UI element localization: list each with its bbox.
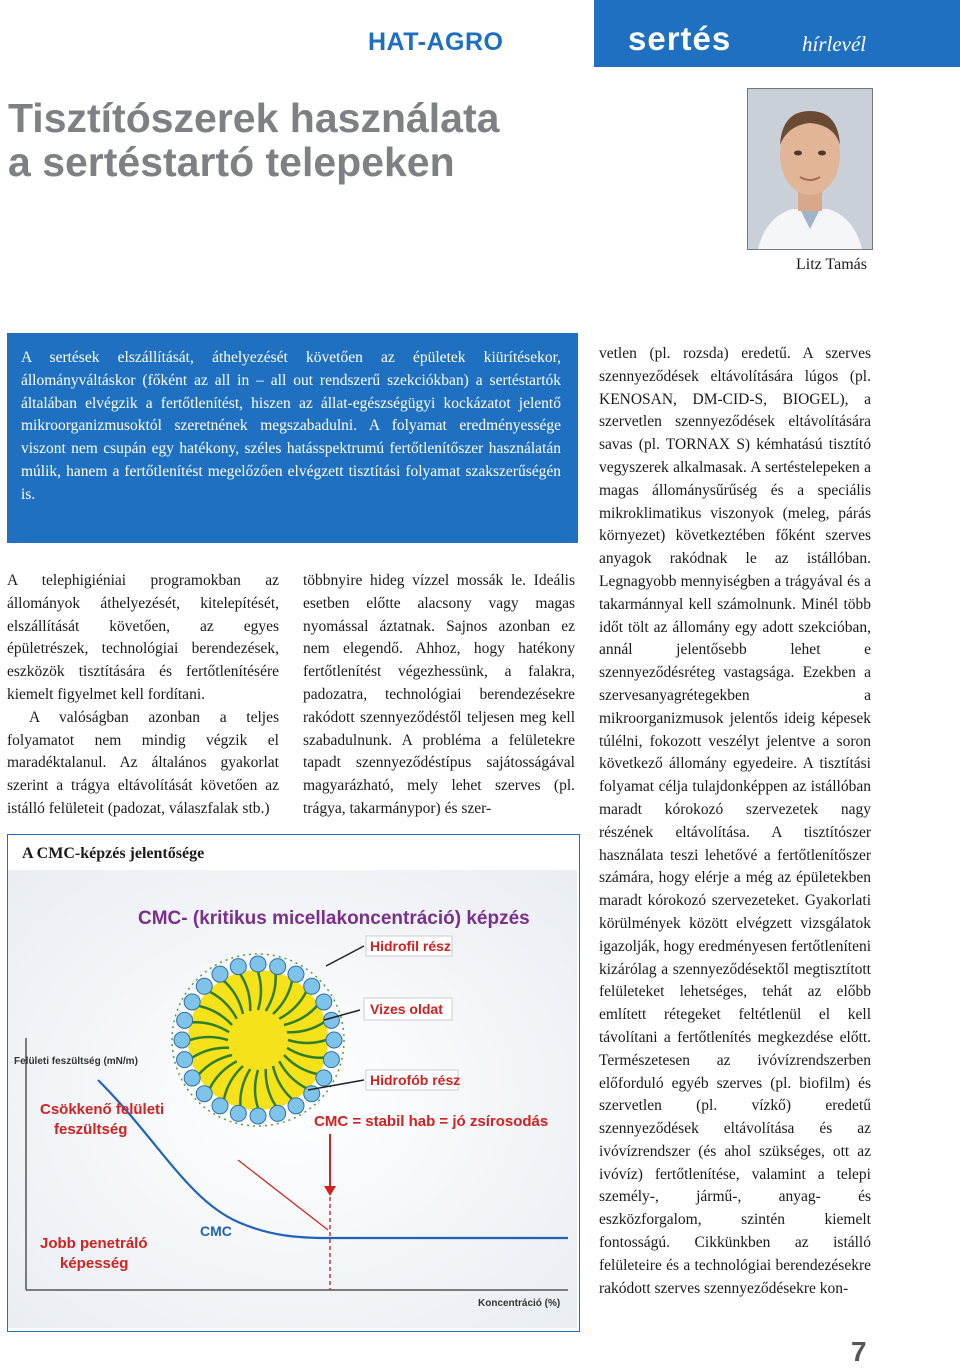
y-axis-label: Felületi feszültség (mN/m) xyxy=(14,1056,138,1067)
newsletter-subtitle: hírlevél xyxy=(802,32,867,56)
author-portrait-illustration xyxy=(748,89,872,249)
article-title xyxy=(8,96,499,184)
surfactant-head xyxy=(326,1032,342,1048)
brand-logo: HAT-AGRO xyxy=(368,28,504,56)
surfactant-head xyxy=(288,966,304,982)
x-axis-label: Koncentráció (%) xyxy=(478,1298,561,1309)
surfactant-head xyxy=(250,1108,266,1124)
surfactant-head xyxy=(316,1070,332,1086)
author-photo xyxy=(747,88,873,250)
label-better-2: képesség xyxy=(60,1255,129,1272)
cmc-diagram xyxy=(8,870,577,1328)
label-better-1: Jobb penetráló xyxy=(40,1235,148,1252)
figure-caption: A CMC-képzés jelentősége xyxy=(22,845,205,862)
lead-box xyxy=(7,333,578,543)
surfactant-head xyxy=(316,994,332,1010)
surfactant-head xyxy=(230,1105,246,1121)
label-reduced-1: Csökkenő felületi xyxy=(40,1101,165,1118)
surfactant-head xyxy=(270,1105,286,1121)
surfactant-head xyxy=(304,978,320,994)
author-name: Litz Tamás xyxy=(796,256,868,273)
paragraph: többnyire hideg vízzel mossák le. Ideális esetben előtte alacsony vagy magas nyomással áztatnak. Sajnos azonban ez nem elegendő. Ahhoz, hogy hatékony fertőtlenítést végezhessünk, a falakra, padozatra, technológiai berendezésekre rakódott szennyeződéstől teljesen meg kell szabadulnunk. A probléma a felületekre tapadt szennyeződéstípus sajátosságával magyarázható, mely lehet szerves (pl. trágya, takarmánypor) és szer- xyxy=(303,572,575,817)
surfactant-head xyxy=(270,959,286,975)
surfactant-head xyxy=(196,978,212,994)
paragraph: A valóságban azonban a teljes folyamatot nem mindig végzik el maradéktalanul. Az általános gyakorlat szerint a trágya eltávolítását követően az istálló felületeit (padozat, válaszfalak stb.) xyxy=(7,708,279,817)
label-cmc-equation: CMC = stabil hab = jó zsírosodás xyxy=(314,1113,549,1130)
label-reduced-2: feszültség xyxy=(54,1121,128,1138)
surfactant-head xyxy=(184,1070,200,1086)
lead-text: A sertések elszállítását, áthelyezését követően az épületek kiürítésekor, állományváltáskor (főként az all in – all out rendszerű szekciókban) a sertéstartók általában elvégzik a fertőtlenítést, hiszen az állat-egészségügyi kockázatot jelentő mikroorganizmusoktól szeretnének megszabadulni. A folyamat eredményessége viszont nem csupán egy hatékony, széles hatásspektrumú fertőtlenítőszer használatán múlik, hanem a fertőtlenítést megelőzően elvégzett tisztítási folyamat szakszerűségén is. xyxy=(21,349,561,503)
surfactant-head xyxy=(212,1098,228,1114)
label-water: Vizes oldat xyxy=(370,1001,443,1017)
figure-title: CMC- (kritikus micellakoncentráció) képzés xyxy=(138,908,530,929)
body-column-1 xyxy=(7,570,279,821)
paragraph: vetlen (pl. rozsda) eredetű. A szerves szennyeződések eltávolítására lúgos (pl. KENOSAN, DM-CID-S, BIOGEL), a szervetlen szennyeződések eltávolítására savas (pl. TORNAX S) kémhatású tisztító vegyszerek alkalmasak. A sertéstelepeken a magas állománysűrűség és a speciális mikroklimatikus viszonyok (meleg, párás környezet) következtében főként szerves anyagok rakódnak le az istállóban. Legnagyobb mennyiségben a trágyával és a takarmánnyal kell számolnunk. Minél több időt tölt az állomány egy adott szekcióban, annál jelentősebb lehet e szennyeződésréteg vastagsága. Ezekben a szervesanyagrétegekben a mikroorganizmusok jelentős ideig képesek túlélni, fokozott veszélyt jelentve a soron következő állomány egyedeire. A tisztítási folyamat célja tulajdonképpen az istállóban maradt kórokozó szervezetek nagy részének eltávolítása. A tisztítószer használata teszi lehetővé a fertőtlenítőszer számára, hogy elérje a még az épületekben maradt kórokozó szervezeteket. Gyakorlati körülmények között elvégzett vizsgálatok igazolják, hogy eredményesen fertőtleníteni kizárólag a szennyeződésektől megtisztított felületeket lehetséges, tehát az előbb említett rétegeket feltétlenül el kell távolítani a fertőtlenítés megkezdése előtt. Természetesen az ivóvízrendszerben előforduló egyéb szerves (pl. biofilm) és szervetlen (pl. vízkő) eredetű szennyeződések eltávolítása és az ivóvízrendszer (és ahol szükséges, ott az ivóvíz) fertőtlenítése, valamint a telepi személy-, jármű-, anyag- és eszközforgalom, szintén kiemelt fontosságú. Cikkünkben az istálló felületeire és a technológiai berendezésekre rakódott szerves szennyeződésekre kon- xyxy=(599,345,872,1297)
surfactant-head xyxy=(323,1052,339,1068)
label-cmc: CMC xyxy=(200,1223,232,1239)
surfactant-head xyxy=(288,1098,304,1114)
surfactant-head xyxy=(230,959,246,975)
surfactant-head xyxy=(250,956,266,972)
title-line-2: a sertéstartó telepeken xyxy=(8,139,455,185)
surfactant-head xyxy=(323,1012,339,1028)
surfactant-head xyxy=(177,1012,193,1028)
title-line-1: Tisztítószerek használata xyxy=(8,95,500,141)
surfactant-head xyxy=(196,1086,212,1102)
surfactant-head xyxy=(212,966,228,982)
surfactant-head xyxy=(184,994,200,1010)
page-number: 7 xyxy=(851,1336,867,1367)
newsletter-banner xyxy=(594,0,960,67)
body-column-2 xyxy=(303,570,575,821)
label-hydrophob: Hidrofób rész xyxy=(370,1072,461,1088)
surfactant-head xyxy=(177,1052,193,1068)
body-column-3 xyxy=(599,343,871,1300)
newsletter-name: sertés xyxy=(628,20,732,57)
surfactant-head xyxy=(174,1032,190,1048)
label-hydrophil: Hidrofil rész xyxy=(370,938,451,954)
paragraph: A telephigiéniai programokban az állományok áthelyezését, kitelepítését, elszállítását követően, az egyes épületrészek, technológiai berendezések, eszközök tisztítására és fertőtlenítésére kiemelt figyelmet kell fordítani. xyxy=(7,572,279,703)
